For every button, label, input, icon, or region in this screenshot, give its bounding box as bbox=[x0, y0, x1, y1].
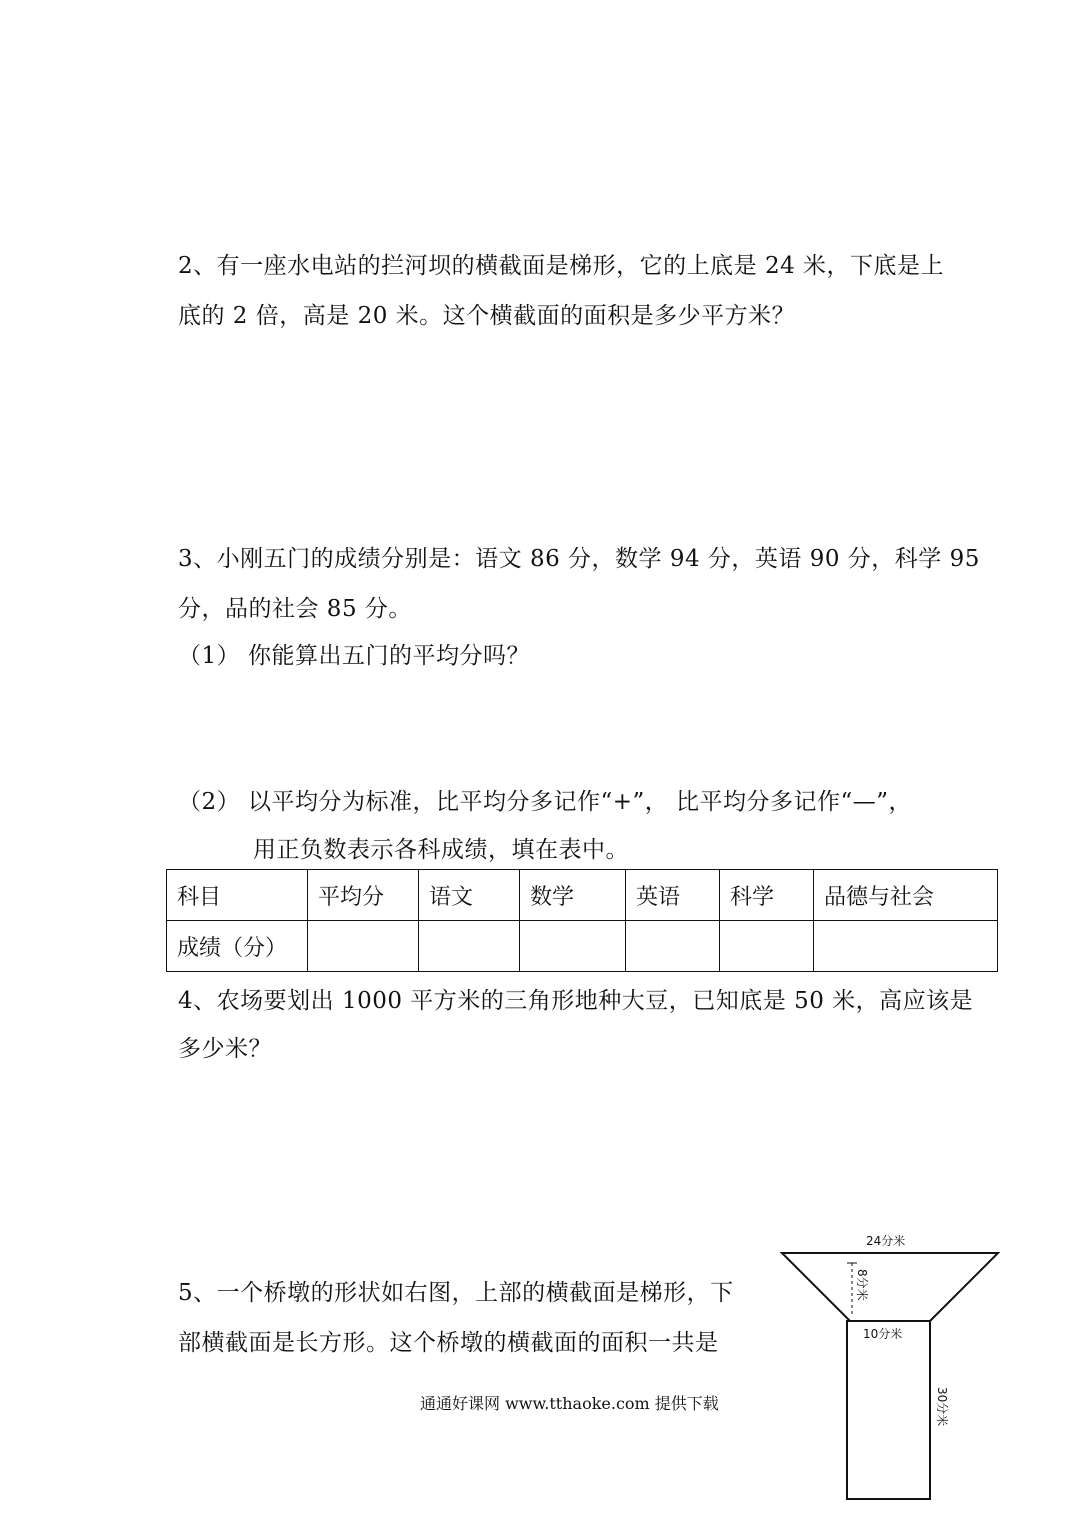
q5-line2: 部横截面是长方形。这个桥墩的横截面的面积一共是 bbox=[178, 1330, 719, 1356]
q3-sub2-line2: 用正负数表示各科成绩，填在表中。 bbox=[253, 837, 629, 863]
table-header-cell: 科目 bbox=[167, 870, 308, 921]
table-header-cell: 科学 bbox=[720, 870, 814, 921]
bridge-pier-figure bbox=[770, 1225, 1010, 1510]
trapezoid-shape bbox=[782, 1253, 998, 1321]
rect-width-label: 10分米 bbox=[863, 1327, 903, 1341]
table-header-cell: 数学 bbox=[520, 870, 626, 921]
table-cell bbox=[626, 921, 720, 972]
table-header-cell: 语文 bbox=[419, 870, 520, 921]
rectangle-shape bbox=[847, 1321, 930, 1499]
footer-credit: 通通好课网 www.tthaoke.com 提供下载 bbox=[420, 1394, 719, 1413]
table-row-label: 成绩（分） bbox=[167, 921, 308, 972]
table-cell bbox=[419, 921, 520, 972]
table-header-cell: 英语 bbox=[626, 870, 720, 921]
rect-height-label: 30分米 bbox=[935, 1387, 949, 1427]
q3-line2: 分，品的社会 85 分。 bbox=[178, 596, 412, 622]
table-header-cell: 平均分 bbox=[308, 870, 419, 921]
q3-line1: 3、小刚五门的成绩分别是：语文 86 分，数学 94 分，英语 90 分，科学 95 bbox=[178, 546, 980, 572]
table-cell bbox=[814, 921, 998, 972]
q4-line1: 4、农场要划出 1000 平方米的三角形地种大豆，已知底是 50 米，高应该是 bbox=[178, 988, 974, 1014]
table-cell bbox=[520, 921, 626, 972]
table-cell bbox=[308, 921, 419, 972]
trapezoid-height-label: 8分米 bbox=[855, 1269, 869, 1301]
q3-sub1: （1） 你能算出五门的平均分吗？ bbox=[178, 643, 530, 669]
q2-line2: 底的 2 倍，高是 20 米。这个横截面的面积是多少平方米？ bbox=[178, 303, 796, 329]
score-table bbox=[166, 869, 998, 972]
table-header-row bbox=[167, 870, 998, 921]
q3-sub2-line1: （2） 以平均分为标准，比平均分多记作“+”， 比平均分多记作“—”， bbox=[178, 789, 913, 815]
table-row bbox=[167, 921, 998, 972]
q5-line1: 5、一个桥墩的形状如右图，上部的横截面是梯形，下 bbox=[178, 1280, 734, 1306]
q4-line2: 多少米？ bbox=[178, 1036, 272, 1062]
top-width-label: 24分米 bbox=[866, 1234, 906, 1248]
table-cell bbox=[720, 921, 814, 972]
q2-line1: 2、有一座水电站的拦河坝的横截面是梯形，它的上底是 24 米，下底是上 bbox=[178, 253, 945, 279]
table-header-cell: 品德与社会 bbox=[814, 870, 998, 921]
